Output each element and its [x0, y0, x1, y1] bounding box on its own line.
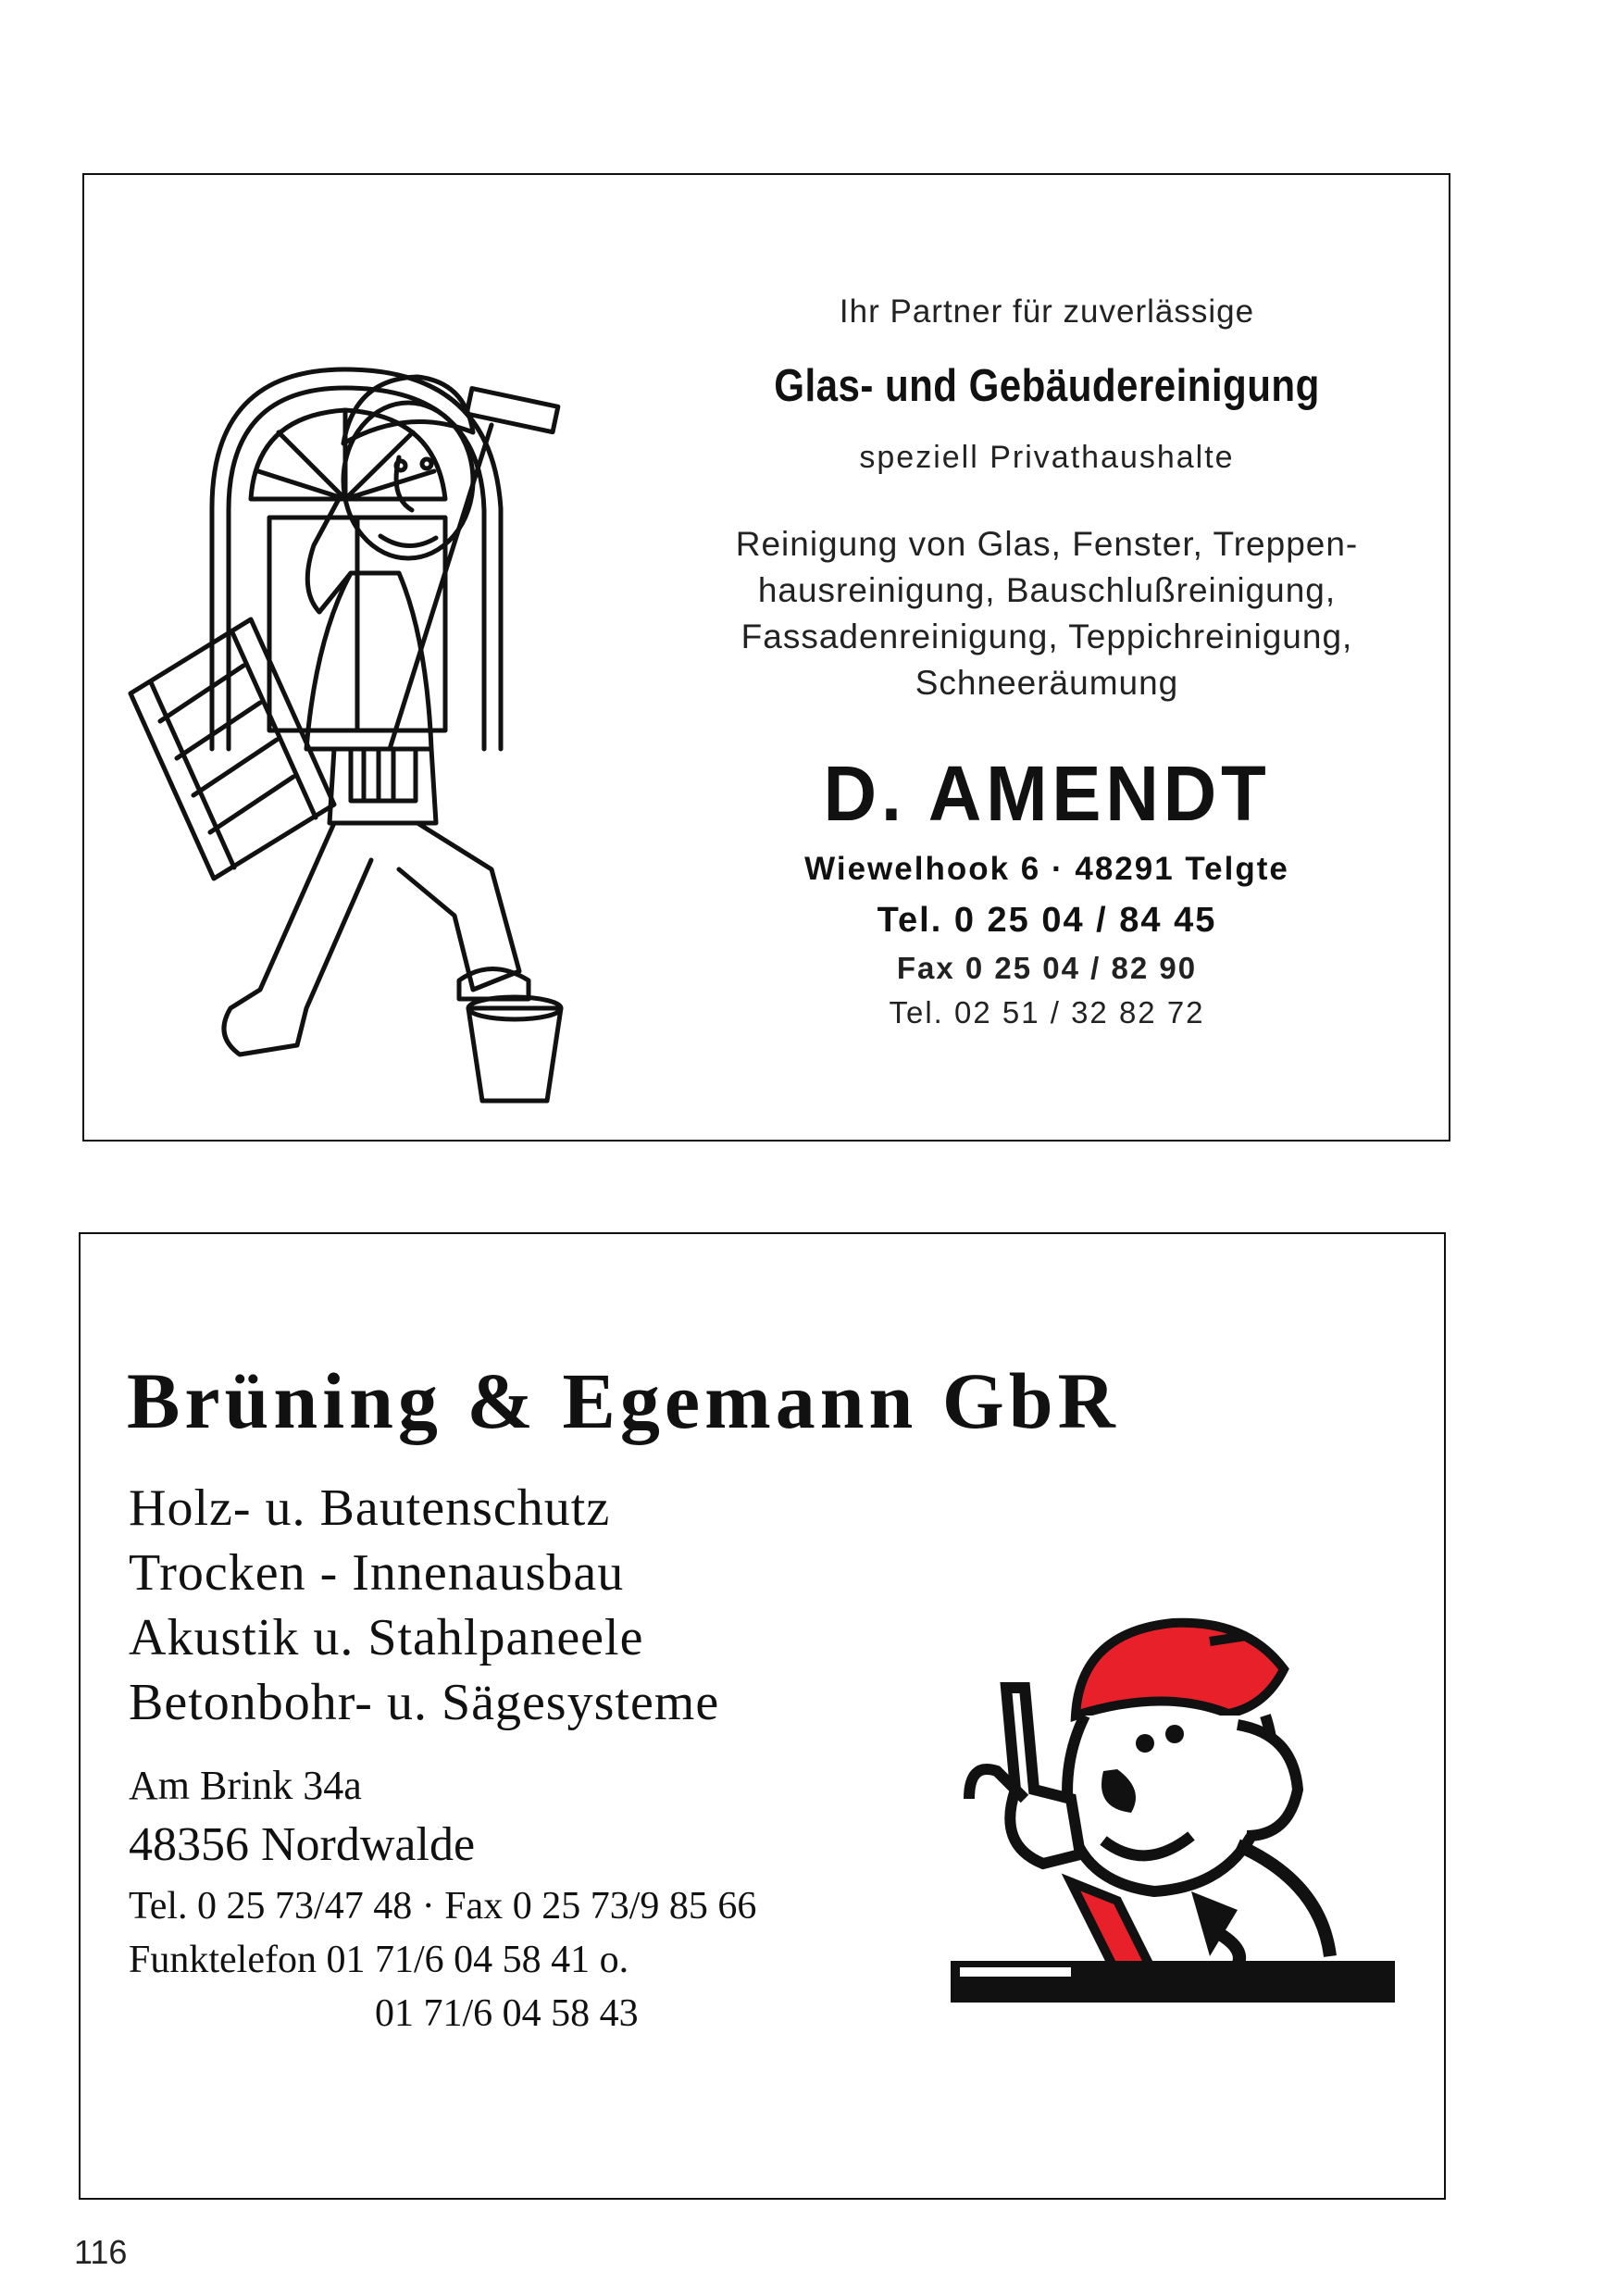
- ad-headline: Glas- und Gebäudereinigung: [774, 361, 1320, 411]
- ad-amendt: [82, 173, 1450, 1142]
- company-mobile-secondary: 01 71/6 04 58 43: [375, 1992, 639, 2035]
- company-name: Brüning & Egemann GbR: [127, 1356, 1120, 1445]
- company-fax: Fax 0 25 04 / 82 90: [896, 951, 1198, 985]
- craftsman-mascot-icon: [932, 1604, 1413, 2012]
- company-city: 48356 Nordwalde: [129, 1818, 476, 1871]
- window-cleaner-illustration-icon: [103, 268, 695, 1119]
- company-phone-secondary: Tel. 02 51 / 32 82 72: [889, 995, 1205, 1029]
- company-address: Wiewelhook 6 · 48291 Telgte: [804, 851, 1289, 887]
- service-line: Trocken - Innenausbau: [129, 1544, 625, 1602]
- service-line: Holz- u. Bautenschutz: [129, 1479, 611, 1537]
- ad-tagline: Ihr Partner für zuverlässige: [839, 293, 1255, 330]
- company-mobile: Funktelefon 01 71/6 04 58 41 o.: [129, 1939, 629, 1981]
- company-phone: Tel. 0 25 04 / 84 45: [877, 901, 1217, 940]
- service-line: Betonbohr- u. Sägesysteme: [129, 1674, 720, 1731]
- service-line: hausreinigung, Bauschlußreinigung,: [757, 571, 1337, 609]
- ad-subline: speziell Privathaushalte: [859, 440, 1235, 475]
- ad-bruening-egemann: [79, 1232, 1446, 2200]
- page-number: 116: [74, 2233, 128, 2271]
- service-line: Schneeräumung: [915, 664, 1179, 702]
- service-line: Reinigung von Glas, Fenster, Treppen-: [735, 525, 1359, 563]
- company-street: Am Brink 34a: [129, 1763, 362, 1808]
- company-name: D. AMENDT: [823, 750, 1271, 837]
- service-line: Akustik u. Stahlpaneele: [129, 1609, 644, 1666]
- company-phone-fax: Tel. 0 25 73/47 48 · Fax 0 25 73/9 85 66: [129, 1885, 757, 1928]
- service-line: Fassadenreinigung, Teppichreinigung,: [741, 618, 1353, 655]
